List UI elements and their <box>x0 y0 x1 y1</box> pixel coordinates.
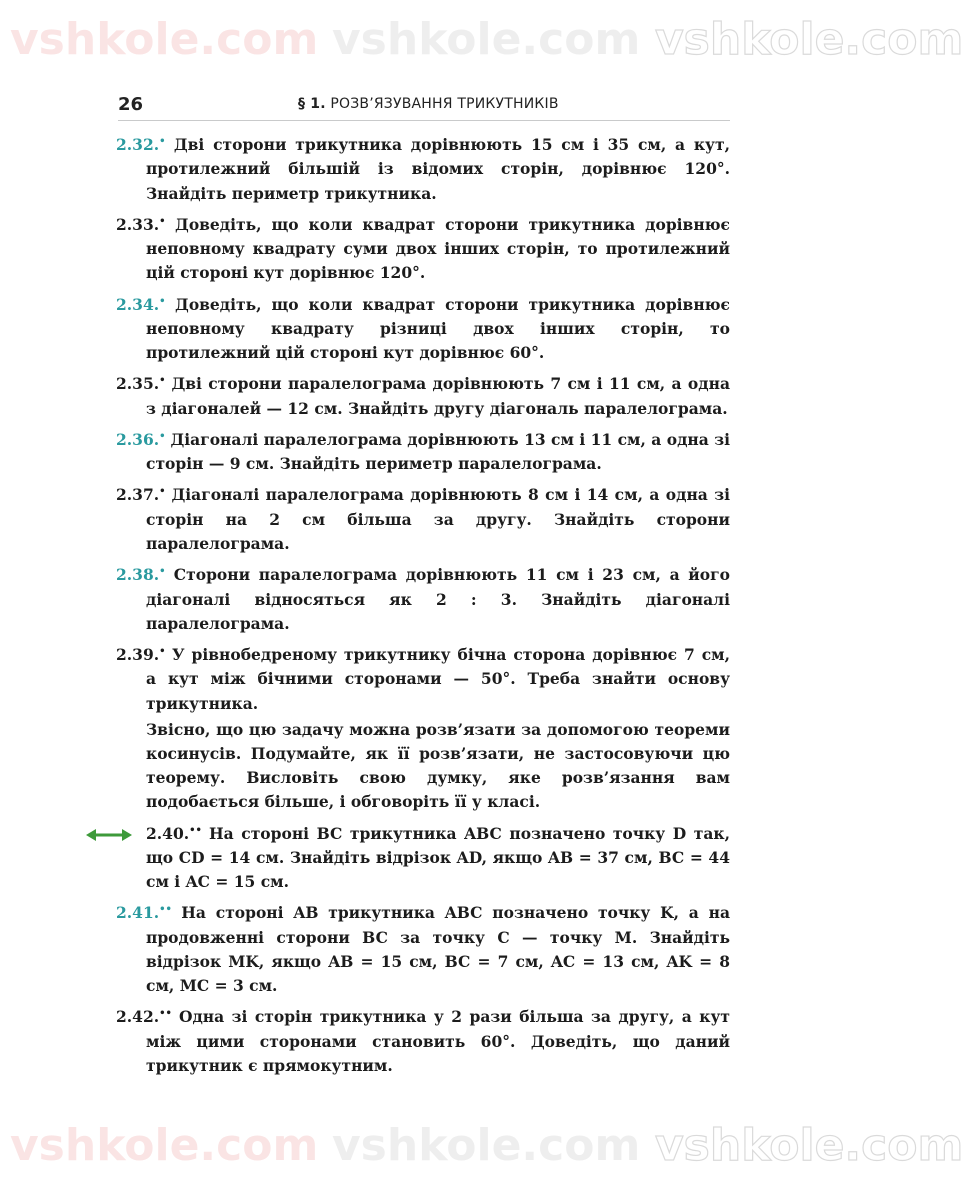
watermark: vshkole.com <box>655 14 963 65</box>
difficulty-mark: • <box>159 215 166 227</box>
watermark: vshkole.com <box>332 1120 641 1171</box>
watermark: vshkole.com <box>10 1120 319 1171</box>
task-note: Звісно, що цю задачу можна розв’язати за допомогою теореми косинусів. Подумайте, як її розв’язати, не застосовуючи цю теорему. Висловіть свою думку, яке розв’язання вам подобається більше, і обговоріть її у класі. <box>146 719 730 812</box>
task-2-37 <box>116 480 730 556</box>
section-title <box>298 96 559 112</box>
difficulty-mark: • <box>159 295 166 307</box>
section-mark: § 1. <box>298 96 326 112</box>
task-list <box>116 130 730 1082</box>
task-2-38 <box>116 560 730 636</box>
difficulty-mark: • <box>159 645 166 657</box>
double-arrow-icon <box>86 828 132 842</box>
difficulty-mark: •• <box>159 904 172 916</box>
watermark: vshkole.com <box>10 14 319 65</box>
task-2-41 <box>116 898 730 998</box>
task-number: 2.39. <box>116 645 160 665</box>
task-2-39 <box>116 640 730 716</box>
task-2-32 <box>116 130 730 206</box>
task-text: Доведіть, що коли квадрат сторони трикутника дорівнює неповному квадрату різниці двох інших сторін, то протилежний цій стороні кут дорівнює 60°. <box>146 294 730 363</box>
difficulty-mark: •• <box>159 1008 172 1020</box>
task-number: 2.40. <box>146 823 190 843</box>
difficulty-mark: •• <box>189 824 202 836</box>
task-number: 2.34. <box>116 294 160 314</box>
section-title-text: РОЗВ’ЯЗУВАННЯ ТРИКУТНИКІВ <box>330 96 559 112</box>
task-2-36 <box>116 425 730 477</box>
task-number: 2.32. <box>116 135 160 155</box>
watermark: vshkole.com <box>655 1120 963 1171</box>
task-number: 2.41. <box>116 903 160 923</box>
difficulty-mark: • <box>159 136 166 147</box>
task-text: У рівнобедреному трикутнику бічна сторона дорівнює 7 см, а кут між бічними сторонами — 50°. Треба знайти основу трикутника. <box>146 645 730 713</box>
difficulty-mark: • <box>159 430 166 442</box>
task-2-40 <box>116 819 730 895</box>
watermark: vshkole.com <box>332 14 641 65</box>
difficulty-mark: • <box>159 486 166 498</box>
task-number: 2.42. <box>116 1007 160 1027</box>
task-number: 2.36. <box>116 430 160 450</box>
task-2-42 <box>116 1002 730 1078</box>
page-header <box>118 94 730 121</box>
task-2-34 <box>116 290 730 366</box>
task-text: Дві сторони трикутника дорівнюють 15 см і 35 см, а кут, протилежний більшій із відомих сторін, дорівнює 120°. Знайдіть периметр трикутника. <box>146 135 730 203</box>
task-2-33 <box>116 210 730 286</box>
task-text: Одна зі сторін трикутника у 2 рази більша за другу, а кут між цими сторонами становить 60°. Доведіть, що даний трикутник є прямокутним. <box>146 1007 730 1075</box>
task-number: 2.33. <box>116 214 160 234</box>
task-text: Сторони паралелограма дорівнюють 11 см і 23 см, а його діагоналі відносяться як 2 : 3. Знайдіть діагоналі паралелограма. <box>146 565 730 633</box>
difficulty-mark: • <box>159 566 166 578</box>
task-number: 2.35. <box>116 374 160 394</box>
task-text: Доведіть, що коли квадрат сторони трикутника дорівнює неповному квадрату суми двох інших сторін, то протилежний цій стороні кут дорівнює 120°. <box>146 214 730 283</box>
task-text: Дві сторони паралелограма дорівнюють 7 см і 11 см, а одна з діагоналей — 12 см. Знайдіть другу діагональ паралелограма. <box>146 374 730 418</box>
task-text: На стороні BC трикутника ABC позначено точку D так, що CD = 14 см. Знайдіть відрізок AD, якщо AB = 37 см, BC = 44 см і AC = 15 см. <box>146 823 730 892</box>
difficulty-mark: • <box>159 375 166 387</box>
task-number: 2.37. <box>116 485 160 505</box>
page-number: 26 <box>118 94 144 115</box>
task-2-35 <box>116 369 730 421</box>
task-text: На стороні AB трикутника ABC позначено точку K, а на продовженні сторони BC за точку C — точку M. Знайдіть відрізок MK, якщо AB = 15 см, BC = 7 см, AC = 13 см, AK = 8 см, MC = 3 см. <box>146 903 730 996</box>
task-text: Діагоналі паралелограма дорівнюють 8 см і 14 см, а одна зі сторін на 2 см більша за другу. Знайдіть сторони паралелограма. <box>146 485 730 553</box>
task-text: Діагоналі паралелограма дорівнюють 13 см і 11 см, а одна зі сторін — 9 см. Знайдіть периметр паралелограма. <box>146 430 730 474</box>
task-number: 2.38. <box>116 565 160 585</box>
